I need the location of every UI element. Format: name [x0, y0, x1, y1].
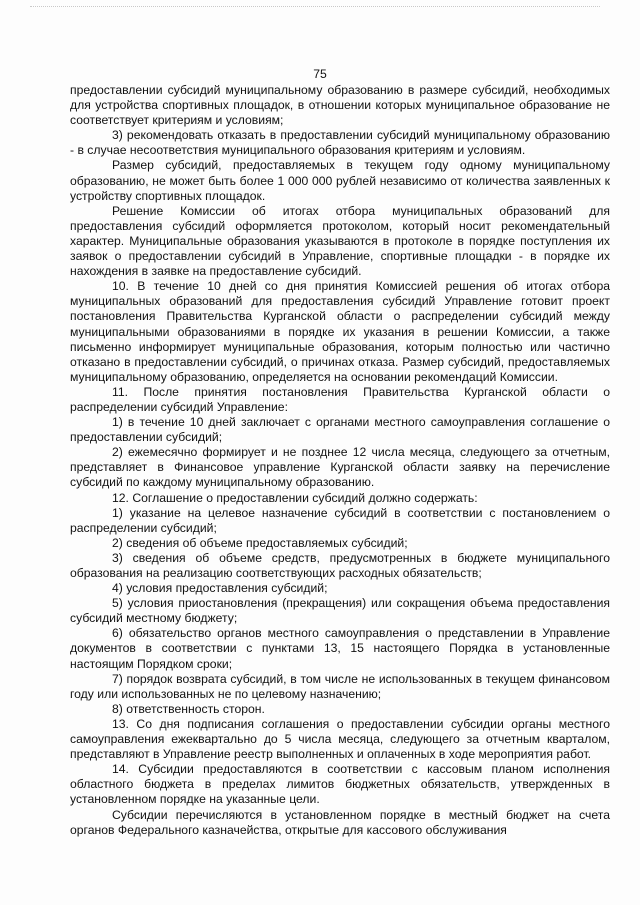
paragraph: 7) порядок возврата субсидий, в том числе не использованных в текущем финансовом году или использованных не по целевому назначению; — [70, 671, 610, 701]
paragraph: 4) условия предоставления субсидий; — [112, 581, 328, 596]
paragraph: Субсидии перечисляются в установленном порядке в местный бюджет на счета органов Федерального казначейства, открытые для кассового обслуживания — [70, 807, 610, 837]
paragraph: Размер субсидий, предоставляемых в текущем году одному муниципальному образованию, не может быть более 1 000 000 рублей независимо от количества заявленных к устройству спортивных площадок. — [70, 158, 610, 203]
paragraph: 8) ответственность сторон. — [112, 701, 265, 716]
paragraph: 13. Со дня подписания соглашения о предоставлении субсидии органы местного самоуправления ежеквартально до 5 числа месяца, следующего за отчетным кварталом, представляют в Управление реестр выполненных и оплаченных в ходе мероприятия работ. — [70, 716, 610, 762]
paragraph: 2) сведения об объеме предоставляемых субсидий; — [112, 535, 408, 550]
paragraph: 3) рекомендовать отказать в предоставлении субсидий муниципальному образованию - в случае несоответствия муниципального образования критериям и условиям. — [70, 128, 610, 158]
paragraph: предоставлении субсидий муниципальному образованию в размере субсидий, необходимых для устройства спортивных площадок, в отношении которых муниципальное образование не соответствует критериям и условиям; — [70, 83, 610, 128]
page-number: 75 — [313, 67, 327, 81]
paragraph: 10. В течение 10 дней со дня принятия Комиссией решения об итогах отбора муниципальных образований для предоставления субсидий Управление готовит проект постановления Правительства Курганской области о распределении субсидий между муниципальными образованиями в порядке их указания в решении Комиссии, а также письменно информирует муниципальные образования, которым полностью или частично отказано в предоставлении субсидий, о причинах отказа. Размер субсидий, предоставляемых муниципальному образованию, определяется на основании рекомендаций Комиссии. — [70, 279, 610, 384]
paragraph: 1) в течение 10 дней заключает с органами местного самоуправления соглашение о предоставлении субсидий; — [70, 415, 610, 445]
paragraph: 11. После принятия постановления Правительства Курганской области о распределении субсидий Управление: — [70, 384, 610, 414]
paragraph: 12. Соглашение о предоставлении субсидий должно содержать: — [112, 490, 478, 505]
paragraph: 5) условия приостановления (прекращения) или сокращения объема предоставления субсидий местному бюджету; — [70, 596, 610, 626]
paragraph: 1) указание на целевое назначение субсидий в соответствии с постановлением о распределении субсидий; — [70, 505, 610, 535]
document-body — [70, 83, 610, 838]
paragraph: 2) ежемесячно формирует и не позднее 12 числа месяца, следующего за отчетным, представляет в Финансовое управление Курганской области заявку на перечисление субсидий по каждому муниципальному образованию. — [70, 445, 610, 490]
paragraph: Решение Комиссии об итогах отбора муниципальных образований для предоставления субсидий оформляется протоколом, который носит рекомендательный характер. Муниципальные образования указываются в протоколе в порядке поступления их заявок о предоставлении субсидий в Управление, спортивные площадки - в порядке их нахождения в заявке на предоставление субсидий. — [70, 203, 610, 279]
paragraph: 14. Субсидии предоставляются в соответствии с кассовым планом исполнения областного бюджета в пределах лимитов бюджетных обязательств, утвержденных в установленном порядке на указанные цели. — [70, 762, 610, 807]
paragraph: 6) обязательство органов местного самоуправления о представлении в Управление документов в соответствии с пунктами 13, 15 настоящего Порядка в установленные настоящим Порядком сроки; — [70, 626, 610, 671]
paragraph: 3) сведения об объеме средств, предусмотренных в бюджете муниципального образования на реализацию соответствующих расходных обязательств; — [70, 550, 610, 580]
scan-artifact — [30, 6, 600, 9]
